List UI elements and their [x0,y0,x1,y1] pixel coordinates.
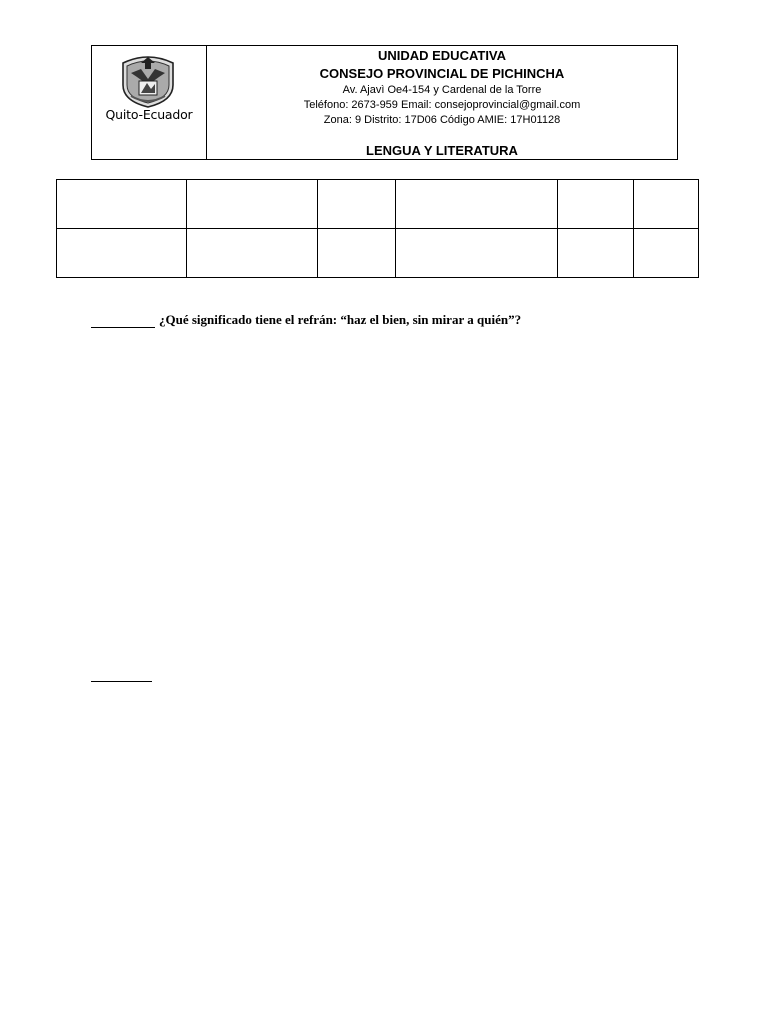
table-cell[interactable] [396,180,558,229]
table-cell[interactable] [317,180,396,229]
table-cell[interactable] [634,229,699,278]
table-row [57,229,699,278]
table-cell[interactable] [186,229,317,278]
question-line [91,312,521,328]
table-cell[interactable] [186,180,317,229]
subject-title: LENGUA Y LITERATURA [366,143,518,158]
school-codes: Zona: 9 Distrito: 17D06 Código AMIE: 17H01128 [323,114,561,126]
logo-cell [92,46,207,159]
table-cell[interactable] [396,229,558,278]
student-info-table [56,179,699,278]
school-type: UNIDAD EDUCATIVA [377,48,507,63]
school-address: Av. Ajavì Oe4-154 y Cardenal de la Torre [342,84,542,96]
table-cell[interactable] [317,229,396,278]
answer-blank-2[interactable] [91,681,152,682]
table-cell[interactable] [57,229,187,278]
table-cell[interactable] [558,180,634,229]
city-label: Quito-Ecuador [105,107,193,122]
table-cell[interactable] [57,180,187,229]
header-box [91,45,678,160]
answer-blank[interactable] [91,313,155,328]
school-contact: Teléfono: 2673-959 Email: consejoprovincial@gmail.com [303,99,581,111]
school-crest-icon [117,49,179,109]
school-name: CONSEJO PROVINCIAL DE PICHINCHA [319,66,565,81]
table-cell[interactable] [558,229,634,278]
school-info [207,46,677,159]
table-row [57,180,699,229]
question-text: ¿Qué significado tiene el refrán: “haz el bien, sin mirar a quién”? [159,312,522,327]
table-cell[interactable] [634,180,699,229]
